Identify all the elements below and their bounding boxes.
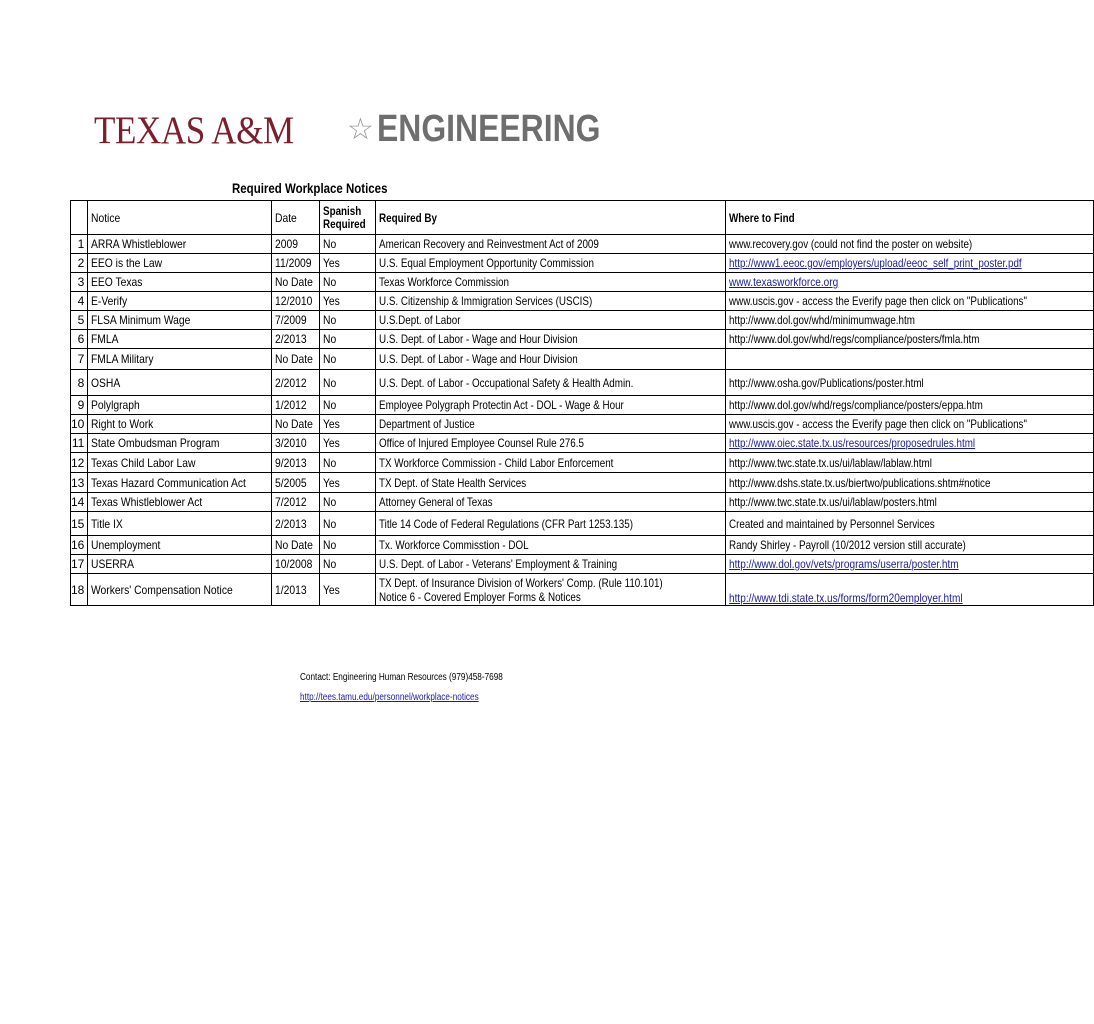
- where-to-find: www.uscis.gov - access the Everify page then click on "Publications": [726, 415, 1093, 434]
- notice-date: 2/2013: [272, 512, 320, 536]
- header-date: Date: [272, 201, 320, 235]
- where-to-find: [726, 254, 1093, 273]
- table-row: [71, 473, 1094, 493]
- row-number: 7: [71, 349, 88, 370]
- required-by: Texas Workforce Commission: [376, 273, 726, 292]
- logo-texas-am: TEXAS A&M: [94, 109, 294, 152]
- where-to-find: Randy Shirley - Payroll (10/2012 version still accurate): [726, 536, 1093, 555]
- notice-name: EEO Texas: [88, 273, 272, 292]
- table-row: [71, 493, 1094, 512]
- spanish-required: No: [320, 512, 376, 536]
- required-by: TX Dept. of State Health Services: [376, 473, 726, 493]
- page-title: Required Workplace Notices: [232, 180, 388, 196]
- required-by: U.S. Dept. of Labor - Wage and Hour Division: [376, 349, 726, 370]
- notice-name: FMLA: [88, 330, 272, 349]
- header-spanish-required: Spanish Required: [320, 201, 376, 235]
- notice-date: No Date: [272, 273, 320, 292]
- row-number: 2: [71, 254, 88, 273]
- table-row: [71, 370, 1094, 396]
- spanish-required: Yes: [320, 292, 376, 311]
- required-by: Employee Polygraph Protectin Act - DOL - Wage & Hour: [376, 396, 726, 415]
- header-required-by: Required By: [376, 201, 726, 235]
- row-number: 10: [71, 415, 88, 434]
- where-to-find: [726, 349, 1093, 370]
- spanish-required: No: [320, 396, 376, 415]
- contact-text: Contact: Engineering Human Resources (979)458-7698: [300, 672, 503, 683]
- header-where-to-find: Where to Find: [726, 201, 1093, 235]
- where-link[interactable]: http://www1.eeoc.gov/employers/upload/eeoc_self_print_poster.pdf: [729, 256, 1023, 270]
- table-row: [71, 330, 1094, 349]
- required-by: Department of Justice: [376, 415, 726, 434]
- required-by: U.S. Equal Employment Opportunity Commission: [376, 254, 726, 273]
- logo-engineering: ENGINEERING: [377, 108, 601, 150]
- row-number: 1: [71, 235, 88, 254]
- where-to-find: www.recovery.gov (could not find the poster on website): [726, 235, 1093, 254]
- notice-name: Workers' Compensation Notice: [88, 574, 272, 606]
- row-number: 12: [71, 453, 88, 473]
- notice-name: Unemployment: [88, 536, 272, 555]
- where-link[interactable]: http://www.dol.gov/vets/programs/userra/poster.htm: [729, 557, 960, 571]
- spanish-required: No: [320, 555, 376, 574]
- notice-name: FMLA Military: [88, 349, 272, 370]
- row-number: 13: [71, 473, 88, 493]
- notice-name: OSHA: [88, 370, 272, 396]
- spanish-required: No: [320, 273, 376, 292]
- notice-date: 12/2010: [272, 292, 320, 311]
- row-number: 11: [71, 434, 88, 453]
- spanish-required: No: [320, 311, 376, 330]
- notice-date: 1/2013: [272, 574, 320, 606]
- spanish-required: No: [320, 235, 376, 254]
- notice-name: EEO is the Law: [88, 254, 272, 273]
- header-notice: Notice: [88, 201, 272, 235]
- where-to-find: http://www.osha.gov/Publications/poster.html: [726, 370, 1093, 396]
- contact-link[interactable]: http://tees.tamu.edu/personnel/workplace-notices: [300, 692, 479, 703]
- row-number: 17: [71, 555, 88, 574]
- star-icon: ☆: [347, 112, 374, 147]
- spanish-required: No: [320, 493, 376, 512]
- spanish-required: Yes: [320, 434, 376, 453]
- notice-date: 2/2012: [272, 370, 320, 396]
- where-to-find: [726, 574, 1093, 606]
- required-by: TX Workforce Commission - Child Labor Enforcement: [376, 453, 726, 473]
- required-by: U.S. Citizenship & Immigration Services (USCIS): [376, 292, 726, 311]
- spanish-required: Yes: [320, 254, 376, 273]
- where-to-find: [726, 273, 1093, 292]
- notices-table: [70, 200, 1094, 606]
- spanish-required: No: [320, 370, 376, 396]
- notice-name: Texas Whistleblower Act: [88, 493, 272, 512]
- table-row: [71, 536, 1094, 555]
- spanish-required: Yes: [320, 415, 376, 434]
- notice-name: Texas Hazard Communication Act: [88, 473, 272, 493]
- spanish-required: Yes: [320, 574, 376, 606]
- row-number: 15: [71, 512, 88, 536]
- notice-date: 10/2008: [272, 555, 320, 574]
- where-to-find: http://www.dol.gov/whd/regs/compliance/posters/fmla.htm: [726, 330, 1093, 349]
- row-number: 4: [71, 292, 88, 311]
- notice-date: 11/2009: [272, 254, 320, 273]
- where-to-find: http://www.twc.state.tx.us/ui/lablaw/posters.html: [726, 493, 1093, 512]
- where-to-find: http://www.dol.gov/whd/minimumwage.htm: [726, 311, 1093, 330]
- notice-name: E-Verify: [88, 292, 272, 311]
- table-row: [71, 555, 1094, 574]
- required-by: Title 14 Code of Federal Regulations (CFR Part 1253.135): [376, 512, 726, 536]
- where-to-find: www.uscis.gov - access the Everify page then click on "Publications": [726, 292, 1093, 311]
- row-number: 3: [71, 273, 88, 292]
- notice-date: 7/2009: [272, 311, 320, 330]
- notice-date: 7/2012: [272, 493, 320, 512]
- notice-date: 5/2005: [272, 473, 320, 493]
- notice-name: Texas Child Labor Law: [88, 453, 272, 473]
- texas-am-engineering-logo: [94, 108, 601, 156]
- notice-date: No Date: [272, 415, 320, 434]
- row-number: 14: [71, 493, 88, 512]
- required-by: U.S. Dept. of Labor - Veterans' Employment & Training: [376, 555, 726, 574]
- notice-name: Title IX: [88, 512, 272, 536]
- notice-date: 2009: [272, 235, 320, 254]
- table-row: [71, 396, 1094, 415]
- table-header-row: [71, 201, 1094, 235]
- notice-date: 3/2010: [272, 434, 320, 453]
- spanish-required: Yes: [320, 473, 376, 493]
- table-row: [71, 415, 1094, 434]
- row-number: 6: [71, 330, 88, 349]
- table-row: [71, 235, 1094, 254]
- required-by: U.S. Dept. of Labor - Wage and Hour Division: [376, 330, 726, 349]
- required-by: American Recovery and Reinvestment Act of 2009: [376, 235, 726, 254]
- notice-name: Polylgraph: [88, 396, 272, 415]
- table-row: [71, 434, 1094, 453]
- table-row: [71, 574, 1094, 606]
- notice-name: FLSA Minimum Wage: [88, 311, 272, 330]
- table-row: [71, 311, 1094, 330]
- where-to-find: http://www.twc.state.tx.us/ui/lablaw/lablaw.html: [726, 453, 1093, 473]
- required-by: Office of Injured Employee Counsel Rule 276.5: [376, 434, 726, 453]
- table-row: [71, 254, 1094, 273]
- required-by: U.S. Dept. of Labor - Occupational Safety & Health Admin.: [376, 370, 726, 396]
- table-row: [71, 453, 1094, 473]
- where-link[interactable]: http://www.tdi.state.tx.us/forms/form20employer.html: [729, 591, 964, 605]
- where-to-find: Created and maintained by Personnel Services: [726, 512, 1093, 536]
- table-row: [71, 273, 1094, 292]
- notice-name: State Ombudsman Program: [88, 434, 272, 453]
- row-number: 16: [71, 536, 88, 555]
- notice-date: No Date: [272, 536, 320, 555]
- notice-date: 9/2013: [272, 453, 320, 473]
- row-number: 5: [71, 311, 88, 330]
- table-row: [71, 349, 1094, 370]
- required-by: Attorney General of Texas: [376, 493, 726, 512]
- notice-name: ARRA Whistleblower: [88, 235, 272, 254]
- spanish-required: No: [320, 349, 376, 370]
- table-row: [71, 512, 1094, 536]
- row-number: 9: [71, 396, 88, 415]
- required-by: TX Dept. of Insurance Division of Workers' Comp. (Rule 110.101) Notice 6 - Covered Employer Forms & Notices: [376, 574, 726, 606]
- table-row: [71, 292, 1094, 311]
- notice-name: Right to Work: [88, 415, 272, 434]
- notice-date: 1/2012: [272, 396, 320, 415]
- spanish-required: No: [320, 453, 376, 473]
- where-to-find: http://www.dshs.state.tx.us/biertwo/publications.shtm#notice: [726, 473, 1093, 493]
- where-to-find: http://www.dol.gov/whd/regs/compliance/posters/eppa.htm: [726, 396, 1093, 415]
- where-link[interactable]: www.texasworkforce.org: [729, 275, 839, 289]
- spanish-required: No: [320, 330, 376, 349]
- notice-date: 2/2013: [272, 330, 320, 349]
- notice-date: No Date: [272, 349, 320, 370]
- row-number: 18: [71, 574, 88, 606]
- where-to-find: [726, 434, 1093, 453]
- row-number: 8: [71, 370, 88, 396]
- header-num: [71, 201, 88, 235]
- where-link[interactable]: http://www.oiec.state.tx.us/resources/proposedrules.html: [729, 436, 976, 450]
- where-to-find: [726, 555, 1093, 574]
- spanish-required: No: [320, 536, 376, 555]
- required-by: Tx. Workforce Commisstion - DOL: [376, 536, 726, 555]
- notice-name: USERRA: [88, 555, 272, 574]
- required-by: U.S.Dept. of Labor: [376, 311, 726, 330]
